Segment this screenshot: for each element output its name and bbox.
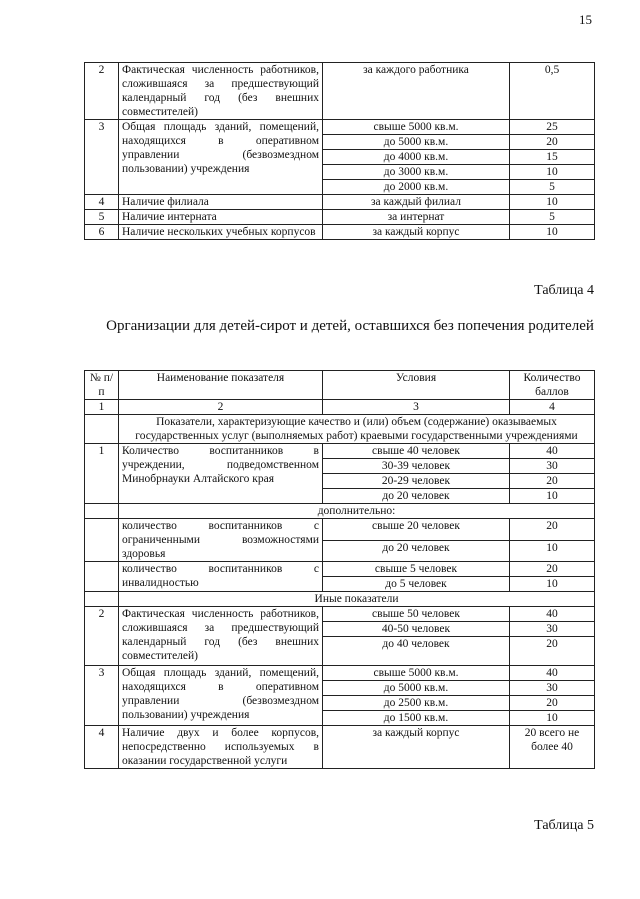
table-row: 1 Количество воспитанников в учреждении, подведомственном Минобрнауки Алтайского края свыше 40 человек 40 — [85, 444, 595, 459]
table-row: 4 Наличие филиала за каждый филиал 10 — [85, 195, 595, 210]
table-row: 3 Общая площадь зданий, помещений, находящихся в оперативном управлении (безвозмездном пользовании) учреждения свыше 5000 кв.м. 25 — [85, 120, 595, 135]
table-row: до 5000 кв.м. 30 — [85, 681, 595, 696]
subsection-row: дополнительно: — [85, 504, 595, 519]
table-5-caption: Таблица 5 — [534, 818, 594, 833]
orphan-organizations-table — [84, 370, 595, 769]
indicators-table-continued — [84, 62, 595, 240]
table-row: до 2000 кв.м. 5 — [85, 180, 595, 195]
table-row: до 20 человек 10 — [85, 489, 595, 504]
table-row: до 1500 кв.м. 10 — [85, 711, 595, 726]
table-row: количество воспитанников с инвалидностью свыше 5 человек 20 — [85, 562, 595, 577]
table-row: до 5000 кв.м. 20 — [85, 135, 595, 150]
subsection-row: Иные показатели — [85, 592, 595, 607]
table-4-title: Организации для детей-сирот и детей, оставшихся без попечения родителей — [106, 318, 594, 334]
page-number: 15 — [579, 12, 592, 27]
table-row: 2 Фактическая численность работников, сложившаяся за предшествующий календарный год (без внешних совместителей) за каждого работника 0,5 — [85, 63, 595, 120]
column-number-row: 1 2 3 4 — [85, 400, 595, 415]
table-row: до 40 человек 20 — [85, 637, 595, 666]
table-4-caption: Таблица 4 — [534, 283, 594, 298]
table-row: 20-29 человек 20 — [85, 474, 595, 489]
section-row: Показатели, характеризующие качество и (или) объем (содержание) оказываемых государственных услуг (выполняемых работ) краевыми государственными учреждениями — [85, 415, 595, 444]
table-row: до 5 человек 10 — [85, 577, 595, 592]
table-row: 3 Общая площадь зданий, помещений, находящихся в оперативном управлении (безвозмездном пользовании) учреждения свыше 5000 кв.м. 40 — [85, 666, 595, 681]
table-row: 5 Наличие интерната за интернат 5 — [85, 210, 595, 225]
table-row: 40-50 человек 30 — [85, 622, 595, 637]
table-row: до 3000 кв.м. 10 — [85, 165, 595, 180]
header-row: № п/п Наименование показателя Условия Количество баллов — [85, 371, 595, 400]
table-row: до 20 человек 10 — [85, 540, 595, 562]
table-row: 30-39 человек 30 — [85, 459, 595, 474]
table-row: до 4000 кв.м. 15 — [85, 150, 595, 165]
table-row: 4 Наличие двух и более корпусов, непосредственно используемых в оказании государственной услуги за каждый корпус 20 всего не более 40 — [85, 726, 595, 769]
table-row: 2 Фактическая численность работников, сложившаяся за предшествующий календарный год (без внешних совместителей) свыше 50 человек 40 — [85, 607, 595, 622]
table-row: 6 Наличие нескольких учебных корпусов за каждый корпус 10 — [85, 225, 595, 240]
table-row: до 2500 кв.м. 20 — [85, 696, 595, 711]
table-row: количество воспитанников с ограниченными возможностями здоровья свыше 20 человек 20 — [85, 519, 595, 541]
